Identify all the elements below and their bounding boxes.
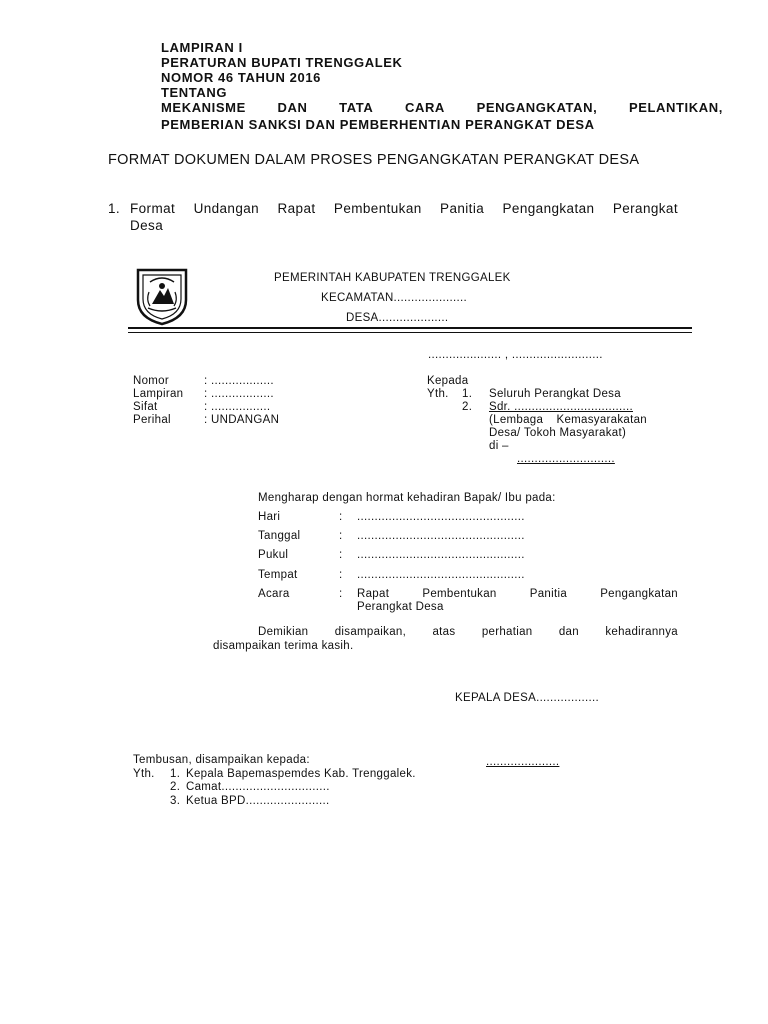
header-mekanisme: [161, 100, 723, 115]
body-intro: Mengharap dengan hormat kehadiran Bapak/ Ibu pada:: [258, 492, 556, 504]
letterhead-desa: DESA....................: [346, 312, 449, 324]
recipient-di-place: ............................: [517, 453, 615, 465]
body-colon: :: [339, 511, 343, 523]
place-date: ..................... , ..........................: [428, 349, 603, 361]
meta-label-sifat: Sifat: [133, 401, 158, 413]
header-tentang: TENTANG: [161, 85, 228, 100]
recipient-word: Kemasyarakatan: [556, 414, 647, 426]
kabupaten-emblem-icon: [134, 266, 190, 326]
recipient-line-2: Sdr. ..................................: [489, 401, 633, 413]
closing-word: disampaikan,: [334, 626, 407, 638]
item-word: Format: [130, 201, 176, 216]
header-pemberian: PEMBERIAN SANKSI DAN PEMBERHENTIAN PERANGKAT DESA: [161, 117, 595, 132]
body-colon: :: [339, 530, 343, 542]
item-word: Pembentukan: [333, 201, 422, 216]
cc-yth: Yth.: [133, 768, 155, 780]
header-lampiran: LAMPIRAN I: [161, 40, 243, 55]
header-peraturan: PERATURAN BUPATI TRENGGALEK: [161, 55, 403, 70]
recipient-number-2: 2.: [462, 401, 473, 413]
cc-number: 1.: [170, 768, 181, 780]
body-colon: :: [339, 569, 343, 581]
item-word: Rapat: [277, 201, 316, 216]
closing-word: perhatian: [481, 626, 533, 638]
body-closing-line2: disampaikan terima kasih.: [213, 640, 354, 652]
body-label-tanggal: Tanggal: [258, 530, 301, 542]
body-label-hari: Hari: [258, 511, 281, 523]
recipient-kepada: Kepada: [427, 375, 469, 387]
header-word: PELANTIKAN,: [628, 100, 723, 115]
closing-word: kehadirannya: [605, 626, 678, 638]
header-word: DAN: [277, 100, 308, 115]
recipient-di: di –: [489, 440, 509, 452]
acara-word: Rapat: [357, 588, 390, 600]
recipient-line-4: Desa/ Tokoh Masyarakat): [489, 427, 627, 439]
body-label-tempat: Tempat: [258, 569, 298, 581]
header-nomor: NOMOR 46 TAHUN 2016: [161, 70, 321, 85]
recipient-number-1: 1.: [462, 388, 473, 400]
signature-title: KEPALA DESA..................: [455, 692, 599, 704]
recipient-line-3: [489, 414, 647, 426]
cc-item-3: Ketua BPD........................: [186, 795, 330, 807]
meta-value-lampiran: : ..................: [204, 388, 274, 400]
recipient-yth: Yth.: [427, 388, 449, 400]
body-closing: [258, 626, 678, 638]
acara-word: Pengangkatan: [600, 588, 678, 600]
letterhead-kecamatan: KECAMATAN.....................: [321, 292, 467, 304]
body-label-acara: Acara: [258, 588, 290, 600]
body-value-hari: ................................................: [357, 511, 525, 523]
cc-item-2: Camat...............................: [186, 781, 330, 793]
header-word: TATA: [339, 100, 374, 115]
header-word: CARA: [404, 100, 445, 115]
meta-value-nomor: : ..................: [204, 375, 274, 387]
body-value-pukul: ................................................: [357, 549, 525, 561]
header-word: MEKANISME: [161, 100, 246, 115]
meta-label-lampiran: Lampiran: [133, 388, 184, 400]
recipient-word: (Lembaga: [489, 414, 544, 426]
body-label-pukul: Pukul: [258, 549, 289, 561]
acara-word: Panitia: [529, 588, 568, 600]
meta-value-sifat: : .................: [204, 401, 271, 413]
body-value-acara-line2: Perangkat Desa: [357, 601, 444, 613]
signature-name-line: .....................: [486, 756, 560, 768]
body-value-acara: [357, 588, 678, 600]
cc-number: 2.: [170, 781, 181, 793]
cc-item-1: Kepala Bapemaspemdes Kab. Trenggalek.: [186, 768, 416, 780]
closing-word: atas: [432, 626, 456, 638]
item-title-line2: Desa: [130, 218, 164, 233]
header-word: PENGANGKATAN,: [476, 100, 598, 115]
section-title: FORMAT DOKUMEN DALAM PROSES PENGANGKATAN PERANGKAT DESA: [108, 152, 640, 168]
letterhead-pemerintah: PEMERINTAH KABUPATEN TRENGGALEK: [274, 272, 511, 284]
letterhead-rule-thick: [128, 327, 692, 329]
item-number: 1.: [108, 201, 121, 216]
item-word: Perangkat: [612, 201, 678, 216]
meta-label-perihal: Perihal: [133, 414, 171, 426]
body-value-tanggal: ................................................: [357, 530, 525, 542]
recipient-line-1: Seluruh Perangkat Desa: [489, 388, 621, 400]
item-title-line1: [130, 201, 678, 216]
body-colon: :: [339, 588, 343, 600]
item-word: Pengangkatan: [502, 201, 595, 216]
letterhead-rule-thin: [128, 332, 692, 333]
item-word: Undangan: [193, 201, 260, 216]
body-colon: :: [339, 549, 343, 561]
closing-word: dan: [558, 626, 579, 638]
meta-label-nomor: Nomor: [133, 375, 170, 387]
closing-word: Demikian: [258, 626, 309, 638]
item-word: Panitia: [440, 201, 485, 216]
cc-number: 3.: [170, 795, 181, 807]
meta-value-perihal: : UNDANGAN: [204, 414, 280, 426]
acara-word: Pembentukan: [422, 588, 497, 600]
cc-intro: Tembusan, disampaikan kepada:: [133, 754, 310, 766]
body-value-tempat: ................................................: [357, 569, 525, 581]
